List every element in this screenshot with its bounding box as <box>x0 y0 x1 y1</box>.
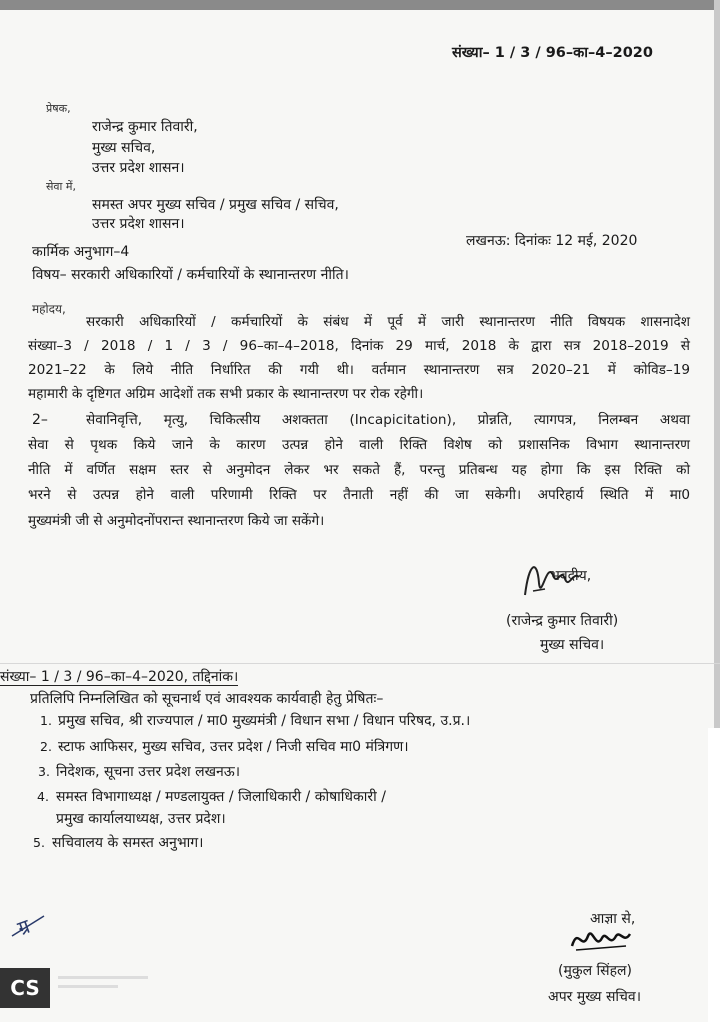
copy-item-number: 2. <box>40 739 52 754</box>
recipient-office: उत्तर प्रदेश शासन। <box>92 216 185 232</box>
sender-designation: मुख्य सचिव, <box>92 140 156 156</box>
scan-right-edge <box>714 0 720 730</box>
copy-intro: प्रतिलिपि निम्नलिखित को सूचनार्थ एवं आवश्यक कार्यवाही हेतु प्रेषितः– <box>30 691 384 707</box>
paragraph-1-line: सरकारी अधिकारियों / कर्मचारियों के संबंध में पूर्व में जारी स्थानान्तरण नीति विषयक शासनादेश <box>86 314 690 330</box>
copy-item-text: प्रमुख कार्यालयाध्यक्ष, उत्तर प्रदेश। <box>56 811 226 827</box>
scan-lower-edge <box>708 728 720 1022</box>
section-divider <box>0 663 720 664</box>
paragraph-2-line: नीति में वर्णित सक्षम स्तर से अनुमोदन लेकर भर सकते हैं, परन्तु प्रतिबन्ध यह होगा कि इस रिक्ति को <box>28 462 690 478</box>
paragraph-1-line: संख्या–3 / 2018 / 1 / 3 / 96–का–4–2018, दिनांक 29 मार्च, 2018 के द्वारा सत्र 2018–2019 से <box>28 338 690 354</box>
copy-item-text: स्टाफ आफिसर, मुख्य सचिव, उत्तर प्रदेश / निजी सचिव मा0 मंत्रिगण। <box>58 739 409 755</box>
sender-name: राजेन्द्र कुमार तिवारी, <box>92 119 198 135</box>
order-signatory-designation: अपर मुख्य सचिव। <box>548 989 642 1005</box>
recipient-name: समस्त अपर मुख्य सचिव / प्रमुख सचिव / सचिव, <box>92 197 339 213</box>
copy-reference <box>0 668 340 686</box>
paragraph-2-line: सेवा से पृथक किये जाने के कारण उत्पन्न होने वाली रिक्ति विशेष को प्रशासनिक विभाग स्थानान्तरण <box>28 437 690 453</box>
signatory-name: (राजेन्द्र कुमार तिवारी) <box>506 613 619 629</box>
signature-closing: भवदीय, <box>550 568 592 584</box>
paragraph-2-line: मुख्यमंत्री जी से अनुमोदनोंपरान्त स्थानान्तरण किये जा सकेंगे। <box>28 513 325 529</box>
recipient-label: सेवा में, <box>46 180 76 193</box>
paragraph-1-line: 2021–22 के लिये नीति निर्धारित की गयी थी। वर्तमान स्थानान्तरण सत्र 2020–21 में कोविड–19 <box>28 362 690 378</box>
place-date: लखनऊ: दिनांकः 12 मई, 2020 <box>466 233 638 249</box>
margin-note: ग्र <box>14 913 34 941</box>
section-name: कार्मिक अनुभाग–4 <box>32 244 130 260</box>
signatory-designation: मुख्य सचिव। <box>540 637 605 653</box>
paragraph-2-line: भरने से उत्पन्न होने वाली परिणामी रिक्ति पर तैनाती नहीं की जा सकेगी। अपरिहार्य स्थिति में मा0 <box>28 487 690 503</box>
sender-label: प्रेषक, <box>46 102 71 115</box>
copy-item-number: 4. <box>37 789 49 804</box>
copy-item-number: 3. <box>38 764 50 779</box>
sender-office: उत्तर प्रदेश शासन। <box>92 160 185 176</box>
copy-item-text: सचिवालय के समस्त अनुभाग। <box>52 835 204 851</box>
copy-item-text: प्रमुख सचिव, श्री राज्यपाल / मा0 मुख्यमंत्री / विधान सभा / विधान परिषद, उ.प्र.। <box>58 713 471 729</box>
scanner-logo: CS <box>0 968 50 1008</box>
scanner-watermark <box>58 972 148 988</box>
copy-reference-text: संख्या– 1 / 3 / 96–का–4–2020, तद्दिनांक। <box>0 669 239 685</box>
paragraph-2-line: सेवानिवृत्ति, मृत्यु, चिकित्सीय अशक्तता (Incapicitation), प्रोन्नति, त्यागपत्र, निलम्बन अथवा <box>86 412 690 428</box>
copy-item-text: समस्त विभागाध्यक्ष / मण्डलायुक्त / जिलाधिकारी / कोषाधिकारी / <box>56 789 386 805</box>
salutation: महोदय, <box>32 302 66 316</box>
margin-mark <box>8 910 48 940</box>
copy-item-text: निदेशक, सूचना उत्तर प्रदेश लखनऊ। <box>56 764 241 780</box>
copy-item-number: 5. <box>33 835 45 850</box>
reference-number: संख्या– 1 / 3 / 96–का–4–2020 <box>452 45 653 61</box>
order-signatory-name: (मुकुल सिंहल) <box>558 963 633 979</box>
signature-scribble-2 <box>568 922 638 958</box>
order-closing: आज्ञा से, <box>590 911 636 927</box>
scan-top-edge <box>0 0 720 10</box>
subject-line: विषय– सरकारी अधिकारियों / कर्मचारियों के स्थानान्तरण नीति। <box>32 267 349 283</box>
copy-item-number: 1. <box>40 713 52 728</box>
paragraph-1-line: महामारी के दृष्टिगत अग्रिम आदेशों तक सभी प्रकार के स्थानान्तरण पर रोक रहेगी। <box>28 386 424 402</box>
paragraph-2-number: 2– <box>32 412 48 428</box>
